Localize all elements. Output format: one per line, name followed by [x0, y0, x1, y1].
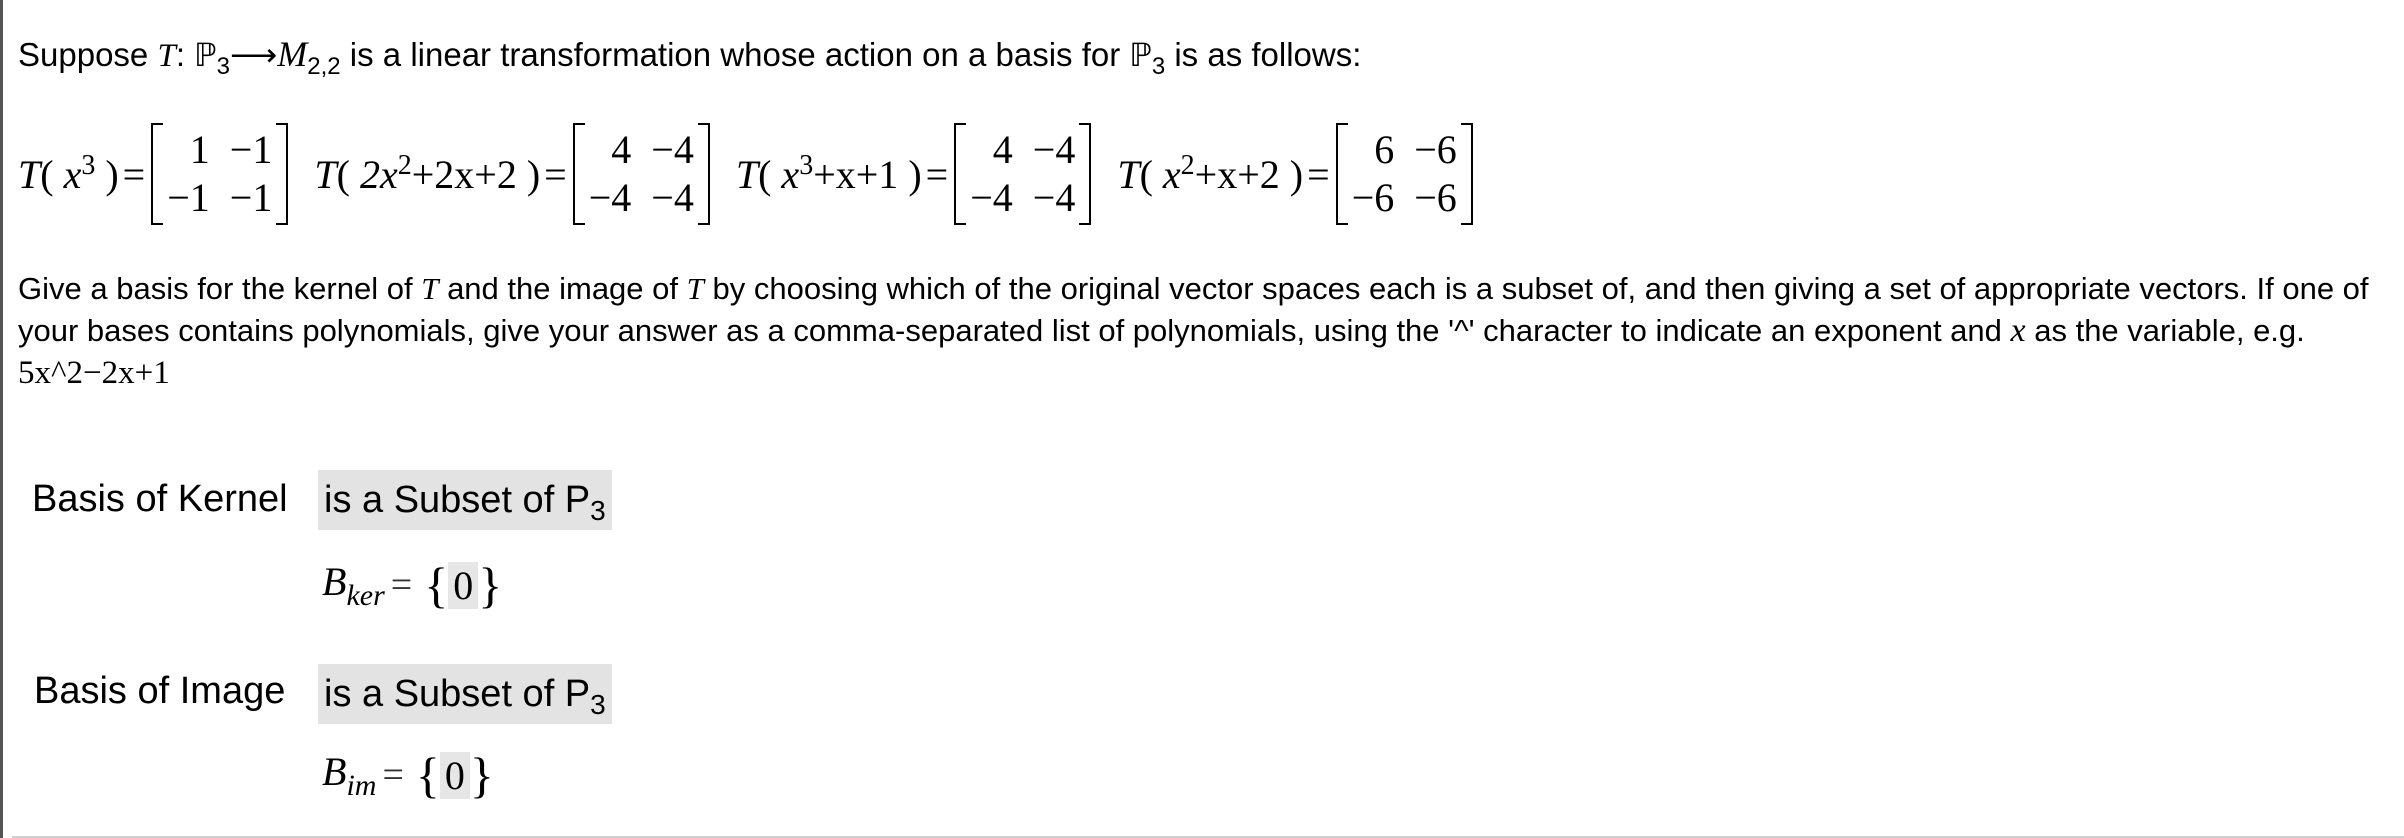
open-brace: { [424, 557, 449, 613]
colon: : [175, 36, 185, 73]
T-symbol: T [421, 271, 439, 306]
image-subspace-select[interactable]: is a Subset of $P_3$ [318, 664, 612, 724]
intro-text-suffix: is as follows: [1165, 36, 1362, 73]
formula-2 [314, 123, 709, 225]
close-brace: } [469, 747, 494, 803]
matrix-cell: −4 [651, 127, 694, 172]
transformation-formulas [18, 118, 1499, 230]
left-border [0, 0, 3, 838]
matrix-cell: −6 [1351, 175, 1395, 220]
arrow-icon: ⟶ [229, 36, 278, 73]
equals-sign: = [122, 151, 146, 197]
image-basis-row [322, 746, 494, 804]
formula-3 [736, 123, 1091, 225]
equals-sign: = [1307, 151, 1330, 197]
image-basis-input[interactable]: 0 [440, 752, 470, 799]
intro-text-middle: is a linear transformation whose action on a basis for [340, 36, 1130, 73]
equals-sign: = [390, 564, 413, 606]
matrix-cell: −1 [229, 175, 273, 220]
matrix-cell: −1 [167, 175, 210, 220]
matrix [954, 123, 1091, 225]
kernel-subspace-select[interactable]: is a Subset of $P_3$ [318, 470, 612, 530]
matrix-space-subscript: 2,2 [307, 53, 341, 80]
polynomial-space-subscript: 3 [216, 53, 230, 80]
kernel-basis-input[interactable]: 0 [448, 562, 478, 609]
basis-space-symbol: ℙ [1129, 36, 1152, 74]
kernel-basis-row [322, 556, 502, 614]
equals-sign: = [382, 754, 404, 796]
matrix-cell: 6 [1374, 127, 1395, 172]
matrix-cell: −4 [1032, 127, 1076, 172]
matrix-space-symbol: M [277, 34, 308, 74]
image-basis-symbol: $B_{im}$ [322, 748, 377, 802]
instructions: Give a basis for the kernel of T and the image of T by choosing which of the original vector spaces each is a subset of, and then giving a set of appropriate vectors. If one of your bases contains polynomials, give your answer as a comma-separated list of polynomials, using the '^' character to indicate an exponent and x as the variable, e.g. 5x^2−2x+1 [18, 271, 2369, 391]
formula-lhs: T( $x^3+x+1$ ) [735, 150, 922, 197]
matrix-cell: −4 [651, 175, 694, 220]
formula-1 [18, 123, 288, 225]
equals-sign: = [925, 151, 949, 197]
intro-text: Suppose [18, 36, 158, 73]
matrix [1336, 123, 1473, 225]
matrix-cell: −6 [1414, 127, 1457, 172]
formula-4 [1117, 123, 1472, 225]
T-symbol: T [157, 38, 176, 74]
matrix [151, 123, 288, 225]
open-brace: { [415, 747, 440, 803]
close-brace: } [478, 557, 503, 613]
basis-space-subscript: 3 [1151, 53, 1166, 80]
matrix-cell: 1 [189, 127, 210, 172]
formula-lhs: T( $x^3$ ) [18, 150, 119, 197]
example-polynomial: 5x^2−2x+1 [18, 355, 170, 391]
polynomial-space-symbol: ℙ [194, 36, 217, 74]
kernel-label: Basis of Kernel [32, 478, 288, 520]
equals-sign: = [544, 151, 567, 197]
formula-lhs: T( $x^2+x+2$ ) [1117, 150, 1304, 197]
matrix-cell: −4 [1032, 175, 1076, 220]
problem-intro [18, 30, 1361, 91]
matrix-cell: −6 [1414, 175, 1457, 220]
matrix-cell: 4 [611, 127, 632, 172]
formula-lhs: T( $2x^2+2x+2$ ) [314, 150, 541, 197]
matrix-cell: 4 [992, 127, 1013, 172]
T-symbol: T [686, 271, 704, 306]
matrix [573, 123, 710, 225]
image-label: Basis of Image [34, 670, 286, 712]
matrix-cell: −1 [229, 127, 273, 172]
matrix-cell: −4 [588, 175, 632, 220]
x-variable: x [2010, 312, 2026, 349]
matrix-cell: −4 [970, 175, 1013, 220]
kernel-basis-symbol: $B_{ker}$ [322, 558, 385, 612]
